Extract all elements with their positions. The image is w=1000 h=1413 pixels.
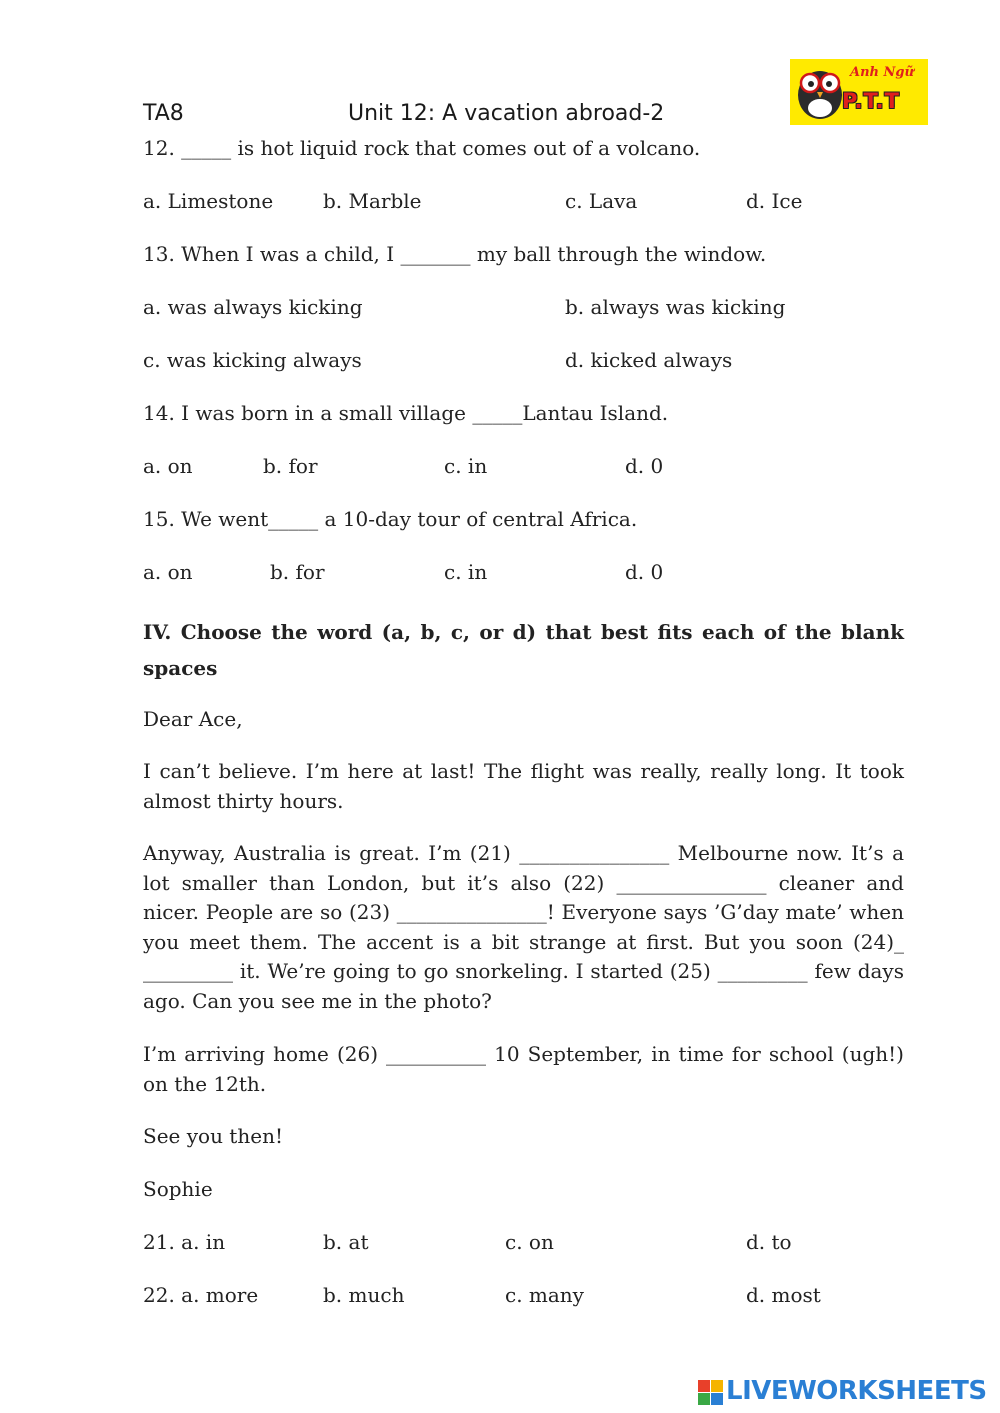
option: b. Marble [323,189,422,213]
option: a. was always kicking [143,295,363,319]
answer-option: 22. a. more [143,1283,259,1307]
option: d. Ice [746,189,803,213]
answer-option: b. much [323,1283,405,1307]
option: d. kicked always [565,348,733,372]
option: c. was kicking always [143,348,362,372]
letter-closing: See you then! [143,1124,283,1148]
question-stem: 13. When I was a child, I _______ my ball through the window. [143,242,767,266]
letter-paragraph: I’m arriving home (26) __________ 10 September, in time for school (ugh!) on the 12th. [143,1042,904,1096]
answer-option: d. to [746,1230,792,1254]
footer-brand[interactable]: LIVEWORKSHEETS [726,1376,987,1406]
letter-signature: Sophie [143,1177,213,1201]
answer-option: 21. a. in [143,1230,226,1254]
question-stem: 15. We went_____ a 10-day tour of central Africa. [143,507,638,531]
letter-greeting: Dear Ace, [143,707,243,731]
logo [790,59,928,125]
answer-option: c. many [505,1283,584,1307]
option: c. Lava [565,189,638,213]
option: c. in [444,560,488,584]
option: b. always was kicking [565,295,786,319]
option: d. 0 [625,454,664,478]
section-heading: IV. Choose the word (a, b, c, or d) that best fits each of the blank spaces [143,620,904,680]
letter-paragraph: Anyway, Australia is great. I’m (21) _______________ Melbourne now. It’s a lot smaller than London, but it’s also (22) _______________ cleaner and nicer. People are so (23) _______________! Everyone says ’G’day mate’ when you meet them. The accent is a bit strange at first. But you soon (24)_ _________ it. We’re going to go snorkeling. I started (25) _________ few days ago. Can you see me in the photo? [143,841,904,1013]
liveworksheets-icon [698,1380,724,1406]
question-stem: 14. I was born in a small village _____Lantau Island. [143,401,669,425]
option: d. 0 [625,560,664,584]
answer-option: b. at [323,1230,369,1254]
logo-title: P.T.T [842,89,900,113]
option: a. on [143,560,193,584]
option: a. Limestone [143,189,274,213]
letter-paragraph: I can’t believe. I’m here at last! The flight was really, really long. It took almost thirty hours. [143,759,904,813]
owl-logo-icon [792,59,848,125]
course-code: TA8 [143,101,184,126]
question-stem: 12. _____ is hot liquid rock that comes out of a volcano. [143,136,701,160]
page-title: Unit 12: A vacation abroad-2 [348,101,665,126]
option: a. on [143,454,193,478]
logo-subtitle: Anh Ngữ [850,65,914,80]
option: b. for [270,560,325,584]
option: c. in [444,454,488,478]
answer-option: c. on [505,1230,554,1254]
option: b. for [263,454,318,478]
answer-option: d. most [746,1283,821,1307]
